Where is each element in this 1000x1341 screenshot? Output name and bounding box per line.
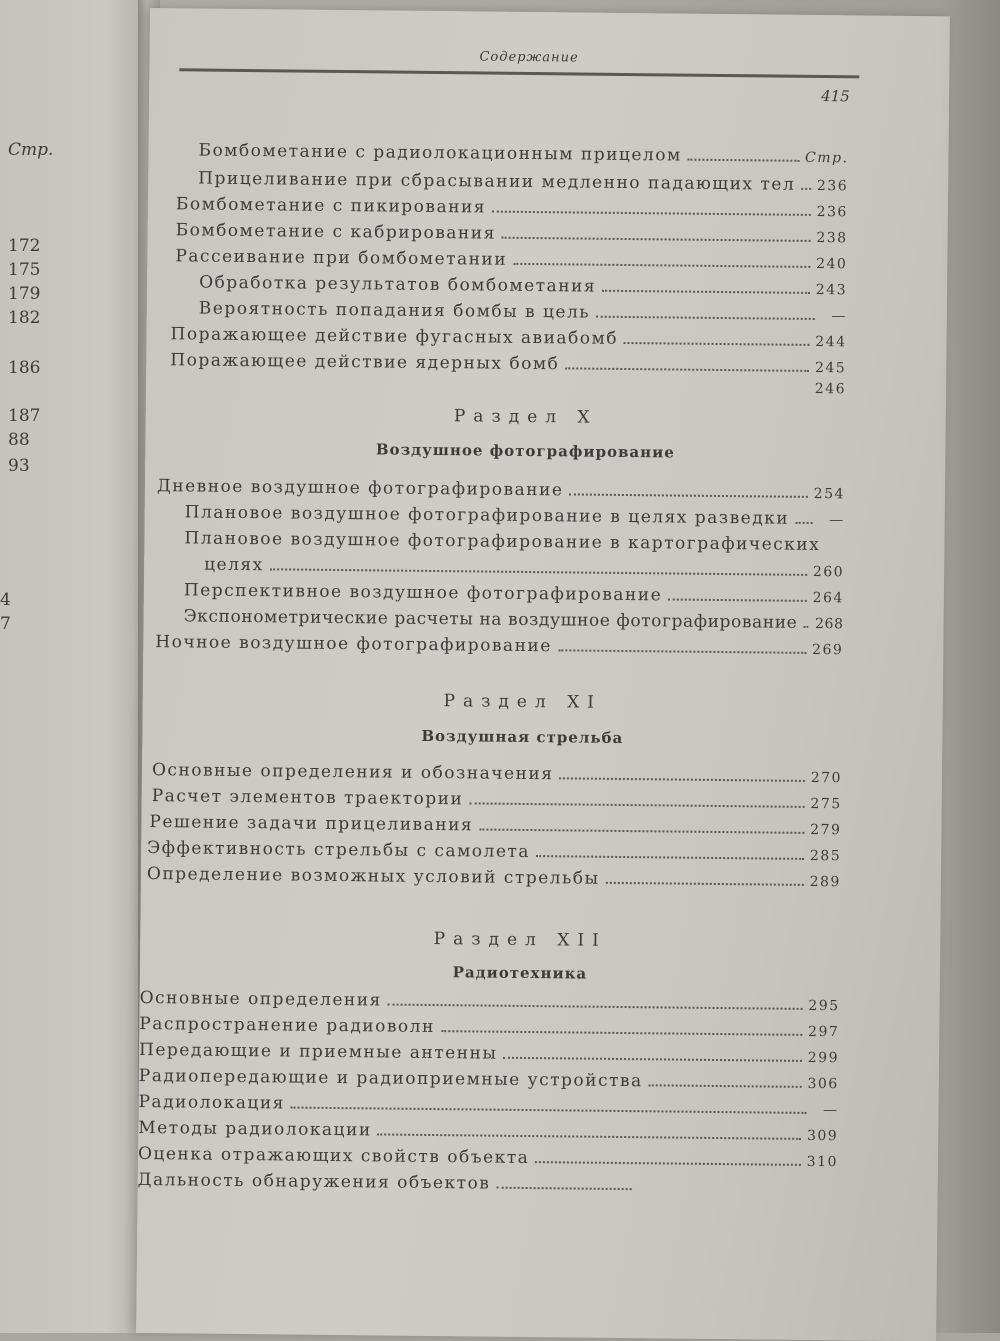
page-edge-shadow <box>940 0 1000 1333</box>
left-page-number: 187 <box>8 406 40 426</box>
toc-entry <box>170 350 846 377</box>
page-number: 415 <box>821 87 850 105</box>
toc-entry <box>152 786 842 813</box>
dot-leader <box>291 1107 807 1114</box>
left-page-header: Стр. <box>8 140 53 160</box>
toc-entry-title: целях <box>204 555 264 576</box>
toc-entry-page: 236 <box>817 204 848 220</box>
dot-leader <box>624 342 809 346</box>
toc-entry-page: 306 <box>807 1076 838 1092</box>
toc-entry-title: Определение возможных условий стрельбы <box>147 864 600 889</box>
dot-leader <box>596 316 815 320</box>
toc-entry-title: Оценка отражающих свойств объекта <box>138 1144 530 1168</box>
header-rule <box>179 68 859 78</box>
dot-leader <box>496 1187 631 1190</box>
dot-leader <box>668 598 806 601</box>
toc-entry <box>139 1014 839 1041</box>
toc-entry-page: 310 <box>807 1154 838 1170</box>
toc-entry-title: Решение задачи прицеливания <box>149 812 473 835</box>
toc-entry <box>170 324 846 351</box>
toc-entry <box>175 246 847 273</box>
toc-entry-page: 268 <box>815 616 844 632</box>
toc-entry-page: 238 <box>816 230 847 246</box>
toc-entry-title: Методы радиолокации <box>138 1118 372 1140</box>
toc-entry-title: Плановое воздушное фотографирование в картографических <box>184 528 820 555</box>
toc-entry-page: — <box>821 308 847 324</box>
toc-entry-title: Вероятность попадания бомбы в цель <box>199 299 590 323</box>
toc-entry-title: Поражающее действие ядерных бомб <box>170 350 559 374</box>
toc-entry-page: 246 <box>815 381 846 397</box>
dot-leader <box>605 882 803 886</box>
toc-entry-title: Дальность обнаружения объектов <box>138 1170 491 1194</box>
toc-entry <box>152 760 842 787</box>
toc-entry-page: 285 <box>810 848 841 864</box>
dot-leader <box>569 493 807 497</box>
toc-entry-title: Поражающее действие фугасных авиабомб <box>170 324 618 349</box>
running-head: Содержание <box>479 49 578 65</box>
left-page-number: 93 <box>8 456 30 476</box>
toc-entry <box>138 1144 838 1171</box>
dot-leader <box>469 802 804 808</box>
toc-entry-title: Бомбометание с пикирования <box>176 194 486 217</box>
section-heading: Раздел XII <box>140 926 900 954</box>
toc-entry-title: Перспективное воздушное фотографирование <box>184 580 662 605</box>
toc-entry <box>157 476 845 503</box>
toc-entry-page: 264 <box>813 590 844 606</box>
toc-entry-title: Плановое воздушное фотографирование в целях разведки <box>185 502 790 528</box>
toc-entry-title: Передающие и приемные антенны <box>139 1040 498 1064</box>
toc-entry <box>184 606 844 633</box>
toc-entry <box>184 528 844 555</box>
left-page-number: 182 <box>8 308 40 328</box>
toc-entry-title: Основные определения <box>140 988 382 1011</box>
toc-entry <box>155 632 843 659</box>
toc-entry <box>149 812 841 839</box>
toc-entry-title: Радиолокация <box>138 1092 285 1114</box>
left-page <box>0 0 150 1333</box>
dot-leader <box>536 855 804 860</box>
dot-leader <box>801 188 811 190</box>
left-page-number: 7 <box>0 614 11 634</box>
toc-entry-page: 269 <box>812 642 843 658</box>
book-page <box>136 8 950 1341</box>
toc-entry-page: — <box>819 512 845 528</box>
toc-entry-page: 243 <box>816 282 847 298</box>
left-page-number: 175 <box>8 260 40 280</box>
toc-entry-page: 275 <box>810 796 841 812</box>
dot-leader <box>795 522 813 524</box>
dot-leader <box>503 1057 801 1062</box>
section-heading: Раздел XI <box>143 688 903 716</box>
dot-leader <box>649 1084 802 1088</box>
toc-entry <box>138 1092 838 1119</box>
section-heading: Раздел X <box>146 403 906 431</box>
dot-leader <box>441 1030 802 1036</box>
toc-entry <box>138 1118 838 1145</box>
toc-entry-page: 240 <box>816 256 847 272</box>
section-title: Воздушная стрельба <box>142 724 902 750</box>
left-page-number: 4 <box>0 590 11 610</box>
left-page-number: 186 <box>8 358 40 378</box>
toc-entry-title: Эффективность стрельбы с самолета <box>147 838 530 862</box>
dot-leader <box>565 367 809 372</box>
toc-entry-title: Распространение радиоволн <box>139 1014 435 1037</box>
toc-entry-page: 245 <box>815 360 846 376</box>
left-page-number: 88 <box>8 430 30 450</box>
dot-leader <box>602 290 810 294</box>
toc-entry-title: Бомбометание с кабрирования <box>176 220 496 243</box>
toc-entry <box>184 580 844 607</box>
dot-leader <box>559 777 804 782</box>
dot-leader <box>492 211 811 216</box>
toc-entry <box>176 220 848 247</box>
toc-entry-page: — <box>812 1102 838 1118</box>
toc-entry-page: 309 <box>807 1128 838 1144</box>
toc-entry <box>176 194 848 221</box>
toc-entry-page: 254 <box>814 486 845 502</box>
toc-entry <box>139 1066 839 1093</box>
dot-leader <box>388 1004 803 1010</box>
toc-entry <box>199 299 847 326</box>
toc-entry-title: Дневное воздушное фотографирование <box>157 476 564 500</box>
toc-entry <box>198 141 848 168</box>
toc-entry-page: 289 <box>810 874 841 890</box>
toc-entry-title: Радиопередающие и радиоприемные устройства <box>139 1066 643 1091</box>
toc-entry <box>147 864 841 891</box>
toc-entry-title: Основные определения и обозначения <box>152 760 554 784</box>
section-title: Воздушное фотографирование <box>145 438 905 464</box>
toc-entry-title: Обработка результатов бомбометания <box>199 273 596 297</box>
dot-leader <box>270 568 807 576</box>
toc-entry <box>199 273 847 300</box>
toc-entry <box>198 169 848 196</box>
dot-leader <box>535 1161 800 1166</box>
dot-leader <box>688 159 799 162</box>
toc-entry <box>204 555 844 582</box>
toc-entry <box>185 502 845 529</box>
toc-entry <box>139 1040 839 1067</box>
toc-entry-page: 260 <box>813 564 844 580</box>
dot-leader <box>479 828 804 833</box>
toc-entry-title: Бомбометание с радиолокационным прицелом <box>198 141 681 166</box>
dot-leader <box>803 626 809 628</box>
toc-entry-title: Экспонометрические расчеты на воздушное фотографирование <box>184 606 798 632</box>
toc-entry-title: Прицеливание при сбрасывании медленно падающих тел <box>198 169 795 195</box>
toc-entry-page: 297 <box>808 1024 839 1040</box>
toc-entry <box>147 838 841 865</box>
toc-entry-page: 299 <box>808 1050 839 1066</box>
toc-entry-page: 270 <box>811 770 842 786</box>
column-header: Стр. <box>805 150 849 166</box>
toc-entry-page: 244 <box>815 334 846 350</box>
dot-leader <box>558 649 806 654</box>
dot-leader <box>513 263 810 268</box>
toc-entry <box>786 381 846 398</box>
toc-entry-page: 236 <box>817 178 848 194</box>
toc-entry <box>140 988 840 1015</box>
dot-leader <box>502 237 811 242</box>
toc-entry <box>138 1170 638 1195</box>
toc-entry-page: 279 <box>810 822 841 838</box>
toc-entry-title: Рассеивание при бомбометании <box>175 246 507 269</box>
toc-entry-title: Ночное воздушное фотографирование <box>155 632 552 656</box>
dot-leader <box>378 1133 801 1139</box>
toc-entry-page: 295 <box>808 998 839 1014</box>
toc-entry-title: Расчет элементов траектории <box>152 786 464 809</box>
section-title: Радиотехника <box>140 960 900 986</box>
left-page-number: 172 <box>8 236 40 256</box>
left-page-number: 179 <box>8 284 40 304</box>
